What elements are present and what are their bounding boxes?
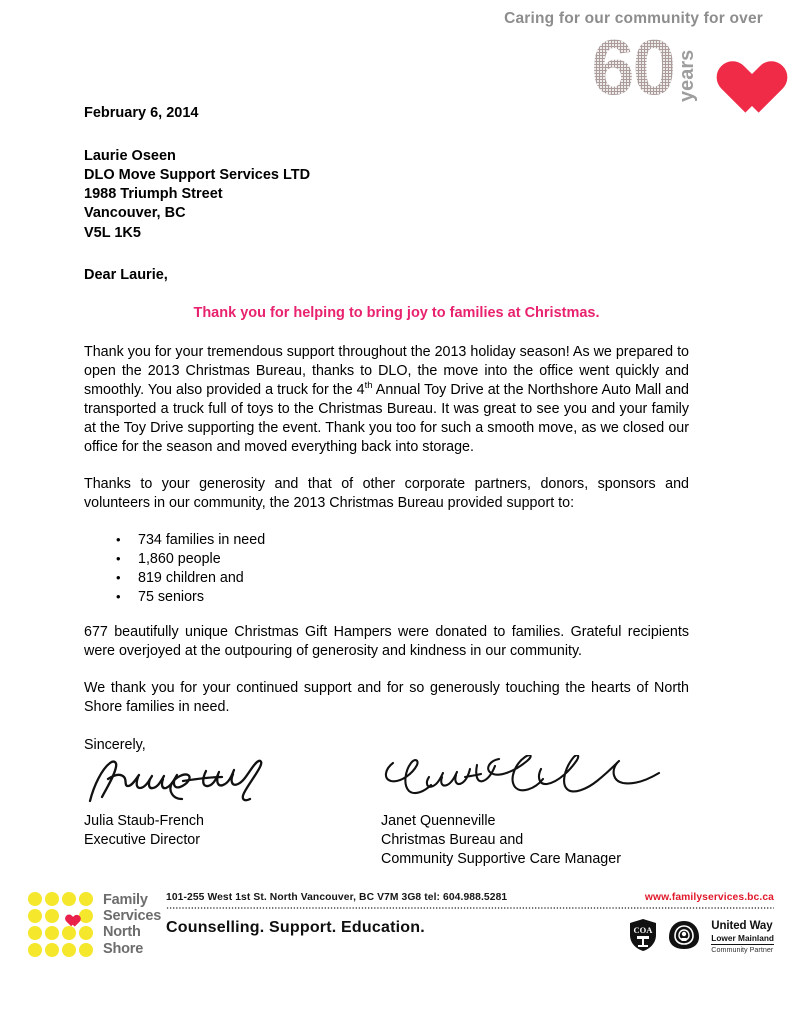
heart-icon <box>62 909 76 923</box>
logo-dot <box>45 926 59 940</box>
united-way-icon <box>668 919 700 951</box>
logo-dot <box>62 892 76 906</box>
recipient-postal-code: V5L 1K5 <box>84 224 141 241</box>
footer-contact-area <box>166 892 774 953</box>
paragraph-2: Thanks to your generosity and that of other corporate partners, donors, sponsors and volunteers in our community, the 2013 Christmas Bureau provided support to: <box>84 475 689 511</box>
signature-block-julia <box>84 755 284 850</box>
logo-dot <box>28 943 42 957</box>
anniversary-mark <box>591 23 767 112</box>
logo-dot <box>62 926 76 940</box>
signature-row <box>84 755 694 873</box>
logo-dot <box>45 909 59 923</box>
signature-block-janet <box>381 755 671 869</box>
footer-address: 101-255 West 1st St. North Vancouver, BC V7M 3G8 tel: 604.988.5281 <box>166 892 508 903</box>
signatory-name: Julia Staub-French <box>84 813 204 829</box>
footer-services-tagline: Counselling. Support. Education. <box>166 919 425 936</box>
heart-icon <box>705 40 767 98</box>
paragraph-1-part-1: Thank you for your tremendous support throughout the 2013 holiday season! As we prepared to open the 2013 Christmas Bureau, thanks to DLO, the move into the office went quickly and smoothly. You also provided a truck for the 4 <box>84 343 689 398</box>
signatory-title-line-1: Executive Director <box>84 831 201 848</box>
letterhead-footer <box>0 884 791 984</box>
logo-dot <box>79 909 93 923</box>
paragraph-1-part-2: Annual Toy Drive at the Northshore Auto Mall and transported a truck full of toys to the Christmas Bureau. It was great to see you and your family at the Toy Drive supporting the event. Thank you too for such a smooth move, as we closed our office for the season and moved everything back into storage. <box>84 381 689 455</box>
logo-dot <box>45 892 59 906</box>
footer-website-link[interactable]: www.familyservices.bc.ca <box>644 892 774 903</box>
logo-word-line-3: North <box>103 924 141 941</box>
letter-date: February 6, 2014 <box>84 105 199 121</box>
list-item: • 1,860 people <box>84 550 689 569</box>
salutation: Dear Laurie, <box>84 266 168 283</box>
impact-statistics-list <box>84 531 689 608</box>
logo-dot <box>62 943 76 957</box>
logo-dot <box>28 926 42 940</box>
recipient-street: 1988 Triumph Street <box>84 186 223 203</box>
header-tagline: Caring for our community for over <box>504 10 763 27</box>
letterhead-header <box>0 0 791 112</box>
signatory-title-line-2: Community Supportive Care Manager <box>381 850 621 867</box>
signatory-name: Janet Quenneville <box>381 813 496 829</box>
logo-word-line-1: Family <box>103 892 148 908</box>
logo-dot <box>79 943 93 957</box>
recipient-city-province: Vancouver, BC <box>84 205 186 222</box>
subject-line: Thank you for helping to bring joy to families at Christmas. <box>193 304 600 321</box>
letter-body <box>84 105 689 735</box>
footer-divider <box>166 907 774 909</box>
anniversary-unit: years <box>676 49 698 102</box>
signature-section <box>84 737 694 873</box>
recipient-name: Laurie Oseen <box>84 148 176 164</box>
anniversary-number: 60 <box>591 23 674 112</box>
coa-badge-label: COA <box>633 925 653 936</box>
logo-dot <box>28 909 42 923</box>
logo-word-line-2: Services <box>103 908 162 925</box>
partner-name: United Way <box>711 920 773 932</box>
organization-logo <box>28 892 161 957</box>
footer-address-row <box>166 892 774 903</box>
partner-role: Community Partner <box>711 944 774 954</box>
logo-dot <box>79 926 93 940</box>
recipient-address-block <box>84 147 689 243</box>
united-way-wordmark <box>711 917 774 953</box>
logo-dot <box>28 892 42 906</box>
logo-dot-grid <box>28 892 93 957</box>
partner-region: Lower Mainland <box>711 932 774 943</box>
list-item: • 75 seniors <box>84 588 689 607</box>
coa-accreditation-icon <box>626 918 660 952</box>
signature-icon <box>84 755 284 807</box>
paragraph-4: We thank you for your continued support and for so generously touching the hearts of North Shore families in need. <box>84 680 689 716</box>
footer-bottom-row <box>166 919 774 953</box>
signatory-title-line-1: Christmas Bureau and <box>381 831 524 848</box>
logo-dot <box>79 892 93 906</box>
list-item: • 819 children and <box>84 569 689 588</box>
partner-logos <box>626 917 774 953</box>
closing-line: Sincerely, <box>84 737 146 753</box>
paragraph-1 <box>84 343 689 457</box>
logo-wordmark <box>103 892 161 957</box>
paragraph-3: 677 beautifully unique Christmas Gift Hampers were donated to families. Grateful recipients were overjoyed at the outpouring of generosity and kindness in our community. <box>84 624 689 660</box>
ordinal-suffix: th <box>364 379 373 391</box>
recipient-company: DLO Move Support Services LTD <box>84 167 311 184</box>
logo-word-line-4: Shore <box>103 940 144 957</box>
list-item: • 734 families in need <box>84 531 689 550</box>
signature-icon <box>381 755 671 807</box>
logo-dot <box>45 943 59 957</box>
